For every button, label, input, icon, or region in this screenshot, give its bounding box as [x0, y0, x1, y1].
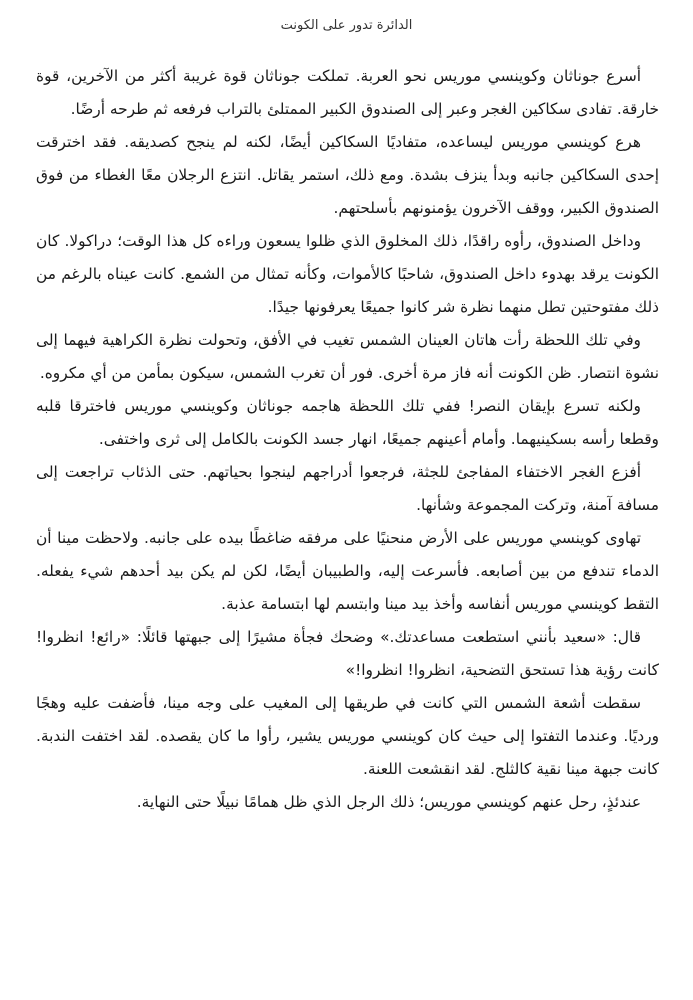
paragraph: هرع كوينسي موريس ليساعده، متفاديًا السكاكين أيضًا، لكنه لم ينجح كصديقه. فقد اخترقت إحدى السكاكين جانبه وبدأ ينزف بشدة. ومع ذلك، استمر يقاتل. انتزع الرجلان معًا الغطاء من فوق الصندوق الكبير، ووقف الآخرون يؤمنونهم بأسلحتهم.	[36, 133, 659, 217]
body-text	[36, 60, 659, 819]
paragraph: سقطت أشعة الشمس التي كانت في طريقها إلى المغيب على وجه مينا، فأضفت عليه وهجًا ورديًا. وعندما التفتوا إلى حيث كان كوينسي موريس يشير، رأوا ما كان يقصده. لقد اختفت الندبة. كانت جبهة مينا نقية كالثلج. لقد انقشعت اللعنة.	[36, 694, 659, 778]
paragraph: عندئذٍ، رحل عنهم كوينسي موريس؛ ذلك الرجل الذي ظل همامًا نبيلًا حتى النهاية.	[136, 793, 641, 811]
paragraph: وفي تلك اللحظة رأت هاتان العينان الشمس تغيب في الأفق، وتحولت نظرة الكراهية فيهما إلى نشوة انتصار. ظن الكونت أنه فاز مرة أخرى. فور أن تغرب الشمس، سيكون بمأمن من أي مكروه.	[36, 331, 659, 382]
paragraph: أسرع جوناثان وكوينسي موريس نحو العربة. تملكت جوناثان قوة غريبة أكثر من الآخرين، قوة خارقة. تفادى سكاكين الغجر وعبر إلى الصندوق الكبير الممتلئ بالتراب فرفعه ثم طرحه أرضًا.	[36, 67, 659, 118]
paragraph: ولكنه تسرع بإيقان النصر! ففي تلك اللحظة هاجمه جوناثان وكوينسي موريس فاخترقا قلبه وقطعا رأسه بسكينيهما. وأمام أعينهم جميعًا، انهار جسد الكونت بالكامل إلى ثرى واختفى.	[36, 397, 659, 448]
paragraph: وداخل الصندوق، رأوه راقدًا، ذلك المخلوق الذي ظلوا يسعون وراءه كل هذا الوقت؛ دراكولا. كان الكونت يرقد بهدوء داخل الصندوق، شاحبًا كالأموات، وكأنه تمثال من الشمع. كانت عيناه بالرغم من ذلك مفتوحتين تطل منهما نظرة شر كانوا جميعًا يعرفونها جيدًا.	[36, 232, 659, 316]
paragraph: أفزع الغجر الاختفاء المفاجئ للجثة، فرجعوا أدراجهم لينجوا بحياتهم. حتى الذئاب تراجعت إلى مسافة آمنة، وتركت المجموعة وشأنها.	[36, 463, 659, 514]
paragraph: تهاوى كوينسي موريس على الأرض منحنيًا على مرفقه ضاغطًا بيده على جانبه. ولاحظت مينا أن الدماء تندفع من بين أصابعه. فأسرعت إليه، والطبيبان أيضًا، لكن لم يكن بيد أحدهم شيء يفعله. التقط كوينسي موريس أنفاسه وأخذ بيد مينا وابتسم لها ابتسامة عذبة.	[36, 529, 659, 613]
paragraph: قال: «سعيد بأنني استطعت مساعدتك.» وضحك فجأة مشيرًا إلى جبهتها قائلًا: «رائع! انظروا! كانت رؤية هذا تستحق التضحية، انظروا! انظروا!»	[36, 628, 659, 679]
running-header: الدائرة تدور على الكونت	[280, 18, 413, 33]
